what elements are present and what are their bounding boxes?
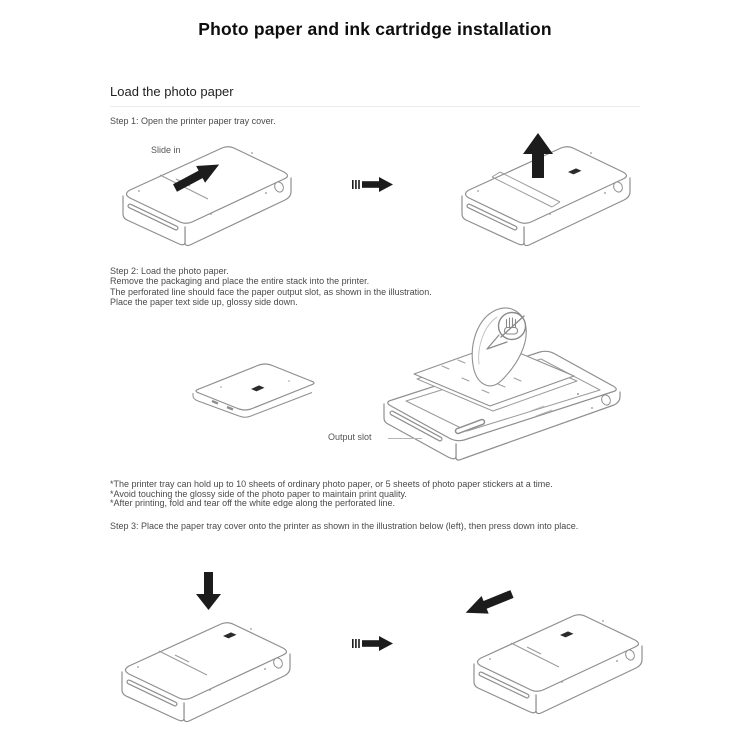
- slide-in-label: Slide in: [151, 145, 181, 155]
- note-line: *The printer tray can hold up to 10 sheets of ordinary photo paper, or 5 sheets of photo paper stickers at a time.: [110, 479, 553, 489]
- printer-paper-loading-illustration: [378, 300, 630, 472]
- printer-slide-cover-illustration: [113, 130, 303, 252]
- printer-body: [123, 147, 291, 246]
- printer-press-cover-illustration: [110, 556, 310, 728]
- cover-dot: [220, 386, 222, 388]
- page-title: Photo paper and ink cartridge installation: [198, 19, 552, 39]
- printer-body: [462, 147, 630, 246]
- slide-out-arrow-icon: [462, 585, 515, 621]
- printer-cover-removed-illustration: [452, 130, 642, 252]
- printer-body: [122, 623, 290, 722]
- output-slot-label: Output slot: [328, 432, 372, 442]
- transition-arrow-icon: [352, 634, 394, 652]
- notes-text: [110, 480, 553, 509]
- note-line: *After printing, fold and tear off the white edge along the perforated line.: [110, 498, 396, 509]
- step2-line: The perforated line should face the paper output slot, as shown in the illustration.: [110, 286, 432, 297]
- section-divider: [110, 106, 640, 107]
- printer-body: [474, 615, 642, 714]
- step2-line: Place the paper text side up, glossy side down.: [110, 297, 298, 308]
- cover-dot: [288, 380, 290, 382]
- step3-text: [110, 521, 578, 531]
- step1-line: Step 1: Open the printer paper tray cover.: [110, 116, 276, 126]
- transition-arrow-icon: [352, 175, 394, 193]
- press-arrow-icon: [196, 572, 221, 610]
- step2-line: Step 2: Load the photo paper.: [110, 266, 229, 276]
- step1-text: [110, 116, 276, 126]
- step3-line: Step 3: Place the paper tray cover onto the printer as shown in the illustration below (left), then press down into place.: [110, 521, 579, 531]
- note-line: *Avoid touching the glossy side of the photo paper to maintain print quality.: [110, 488, 407, 499]
- step2-line: Remove the packaging and place the entire stack into the printer.: [110, 276, 370, 287]
- printer-cover-installed-illustration: [450, 550, 670, 722]
- cover-top-face: [196, 364, 314, 410]
- section-heading: Load the photo paper: [110, 84, 234, 99]
- paper-tray-cover-illustration: [185, 353, 325, 431]
- output-slot-leader-line: [388, 438, 422, 439]
- cover-clip: [227, 407, 233, 410]
- cover-clip: [212, 401, 218, 404]
